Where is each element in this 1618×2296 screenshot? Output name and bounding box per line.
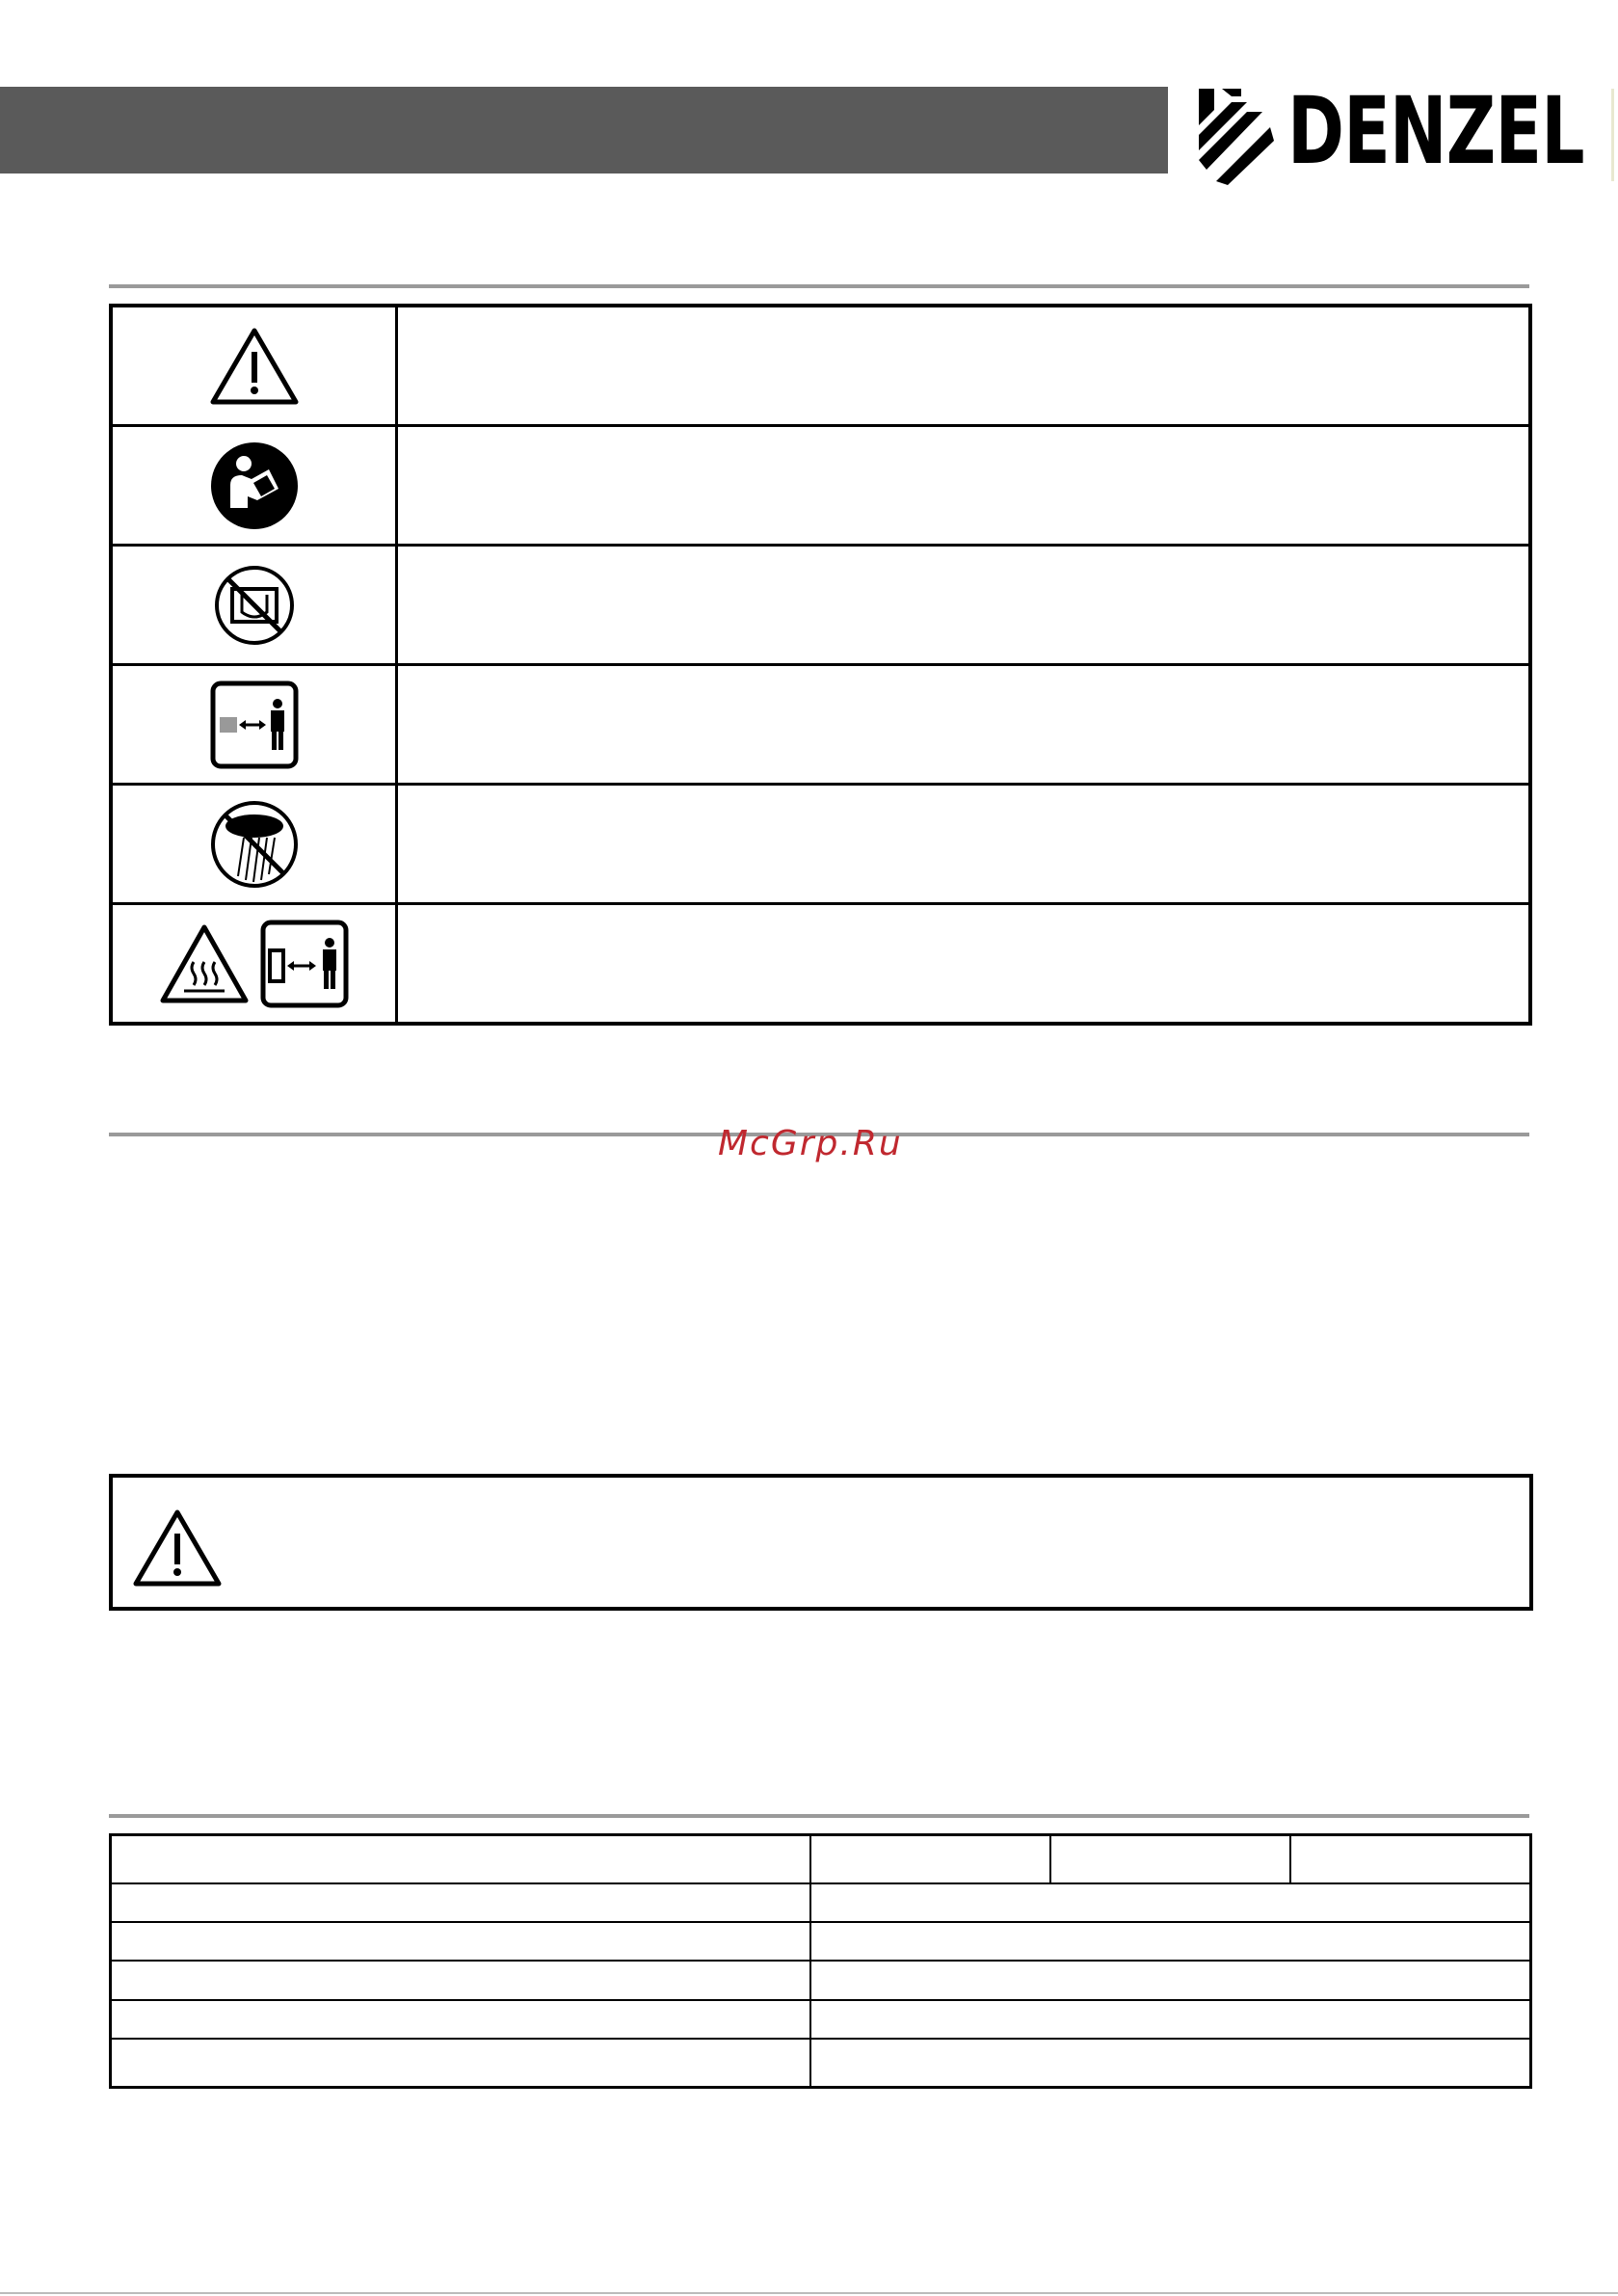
icon-cell (111, 665, 397, 785)
warning-box (109, 1474, 1533, 1611)
table-row (111, 2000, 1531, 2039)
table-row (111, 546, 1530, 665)
header-cell (111, 1835, 810, 1883)
icon-cell (111, 306, 397, 426)
icon-cell (111, 785, 397, 904)
brand-logo (1199, 77, 1584, 189)
hot-surface-icon (159, 923, 250, 1004)
section-rule (109, 284, 1529, 288)
spec-label (111, 1961, 810, 1999)
specs-table (109, 1833, 1532, 2089)
symbol-description (397, 546, 1531, 665)
warning-triangle-icon (132, 1508, 223, 1588)
table-row (111, 426, 1530, 546)
symbol-description (397, 785, 1531, 904)
watermark: McGrp.Ru (718, 1124, 903, 1163)
spec-value (810, 1961, 1531, 1999)
warning-triangle-icon (209, 327, 300, 406)
icon-cell (111, 546, 397, 665)
no-rain-icon (209, 799, 300, 890)
table-row (111, 1883, 1531, 1922)
symbol-description (397, 904, 1531, 1025)
spec-value (810, 2000, 1531, 2039)
spec-label (111, 2000, 810, 2039)
keep-distance-icon (210, 681, 299, 769)
symbol-description (397, 665, 1531, 785)
symbol-description (397, 306, 1531, 426)
spec-label (111, 1922, 810, 1961)
spec-label (111, 1883, 810, 1922)
table-row (111, 785, 1530, 904)
spec-value (810, 1883, 1531, 1922)
table-row (111, 306, 1530, 426)
table-header-row (111, 1835, 1531, 1883)
no-household-waste-icon (213, 564, 296, 647)
read-manual-icon (209, 441, 300, 531)
edge-mark (1611, 89, 1614, 181)
section-rule (109, 1814, 1529, 1818)
header-cell (1050, 1835, 1290, 1883)
table-row (111, 665, 1530, 785)
spec-value (810, 2039, 1531, 2087)
symbols-table (109, 304, 1532, 1026)
spec-value (810, 1922, 1531, 1961)
icon-cell (111, 426, 397, 546)
keep-distance-icon (260, 920, 349, 1008)
spec-label (111, 2039, 810, 2087)
table-row (111, 2039, 1531, 2087)
logo-mark-icon (1199, 81, 1276, 185)
footer-line (0, 2292, 1618, 2294)
table-row (111, 904, 1530, 1025)
header-bar (0, 87, 1168, 174)
brand-name: DENZEL (1287, 77, 1584, 185)
header-cell (810, 1835, 1050, 1883)
table-row (111, 1961, 1531, 1999)
table-row (111, 1922, 1531, 1961)
symbol-description (397, 426, 1531, 546)
icon-cell (111, 904, 397, 1025)
header-cell (1290, 1835, 1530, 1883)
